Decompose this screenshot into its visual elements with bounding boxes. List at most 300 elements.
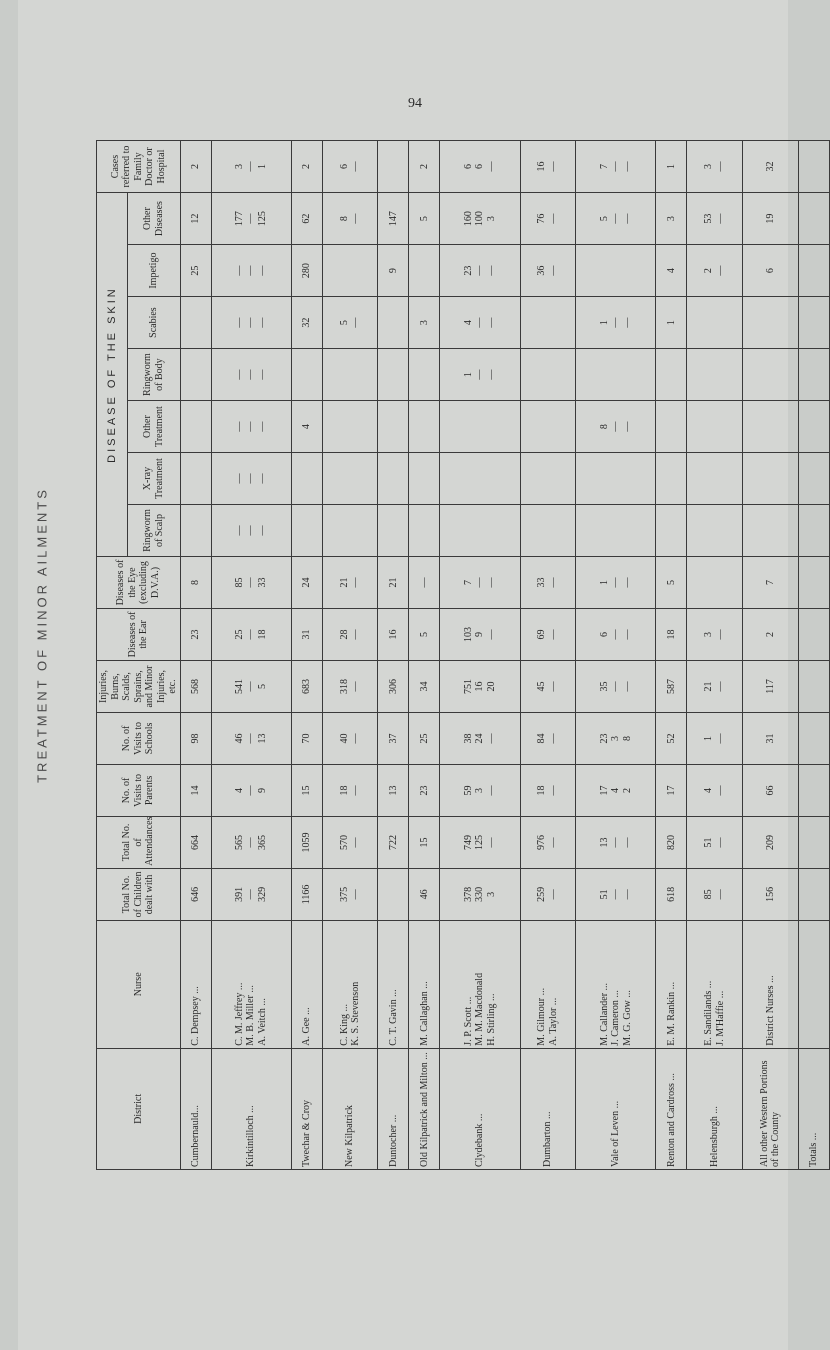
cell-line: 664 xyxy=(189,834,201,850)
cell-line: 751 xyxy=(462,678,474,694)
cell-line: — xyxy=(245,785,257,796)
attendances-cell xyxy=(576,816,656,868)
cell-line: — xyxy=(256,265,268,276)
cell-line: 1166 xyxy=(300,884,312,905)
injuries-cell xyxy=(291,660,322,712)
header-district: District xyxy=(97,1048,181,1169)
header-total-attendances: Total No. of Attendances xyxy=(97,816,181,868)
table-row xyxy=(743,141,799,1170)
children-cell xyxy=(378,868,409,920)
cell-line: — xyxy=(714,161,726,172)
cell-line: 46 xyxy=(233,733,245,744)
cell-line: — xyxy=(547,161,559,172)
cell-line: J. Cameron ... xyxy=(610,990,622,1046)
ringworm-body-cell xyxy=(211,349,291,401)
children-cell xyxy=(743,868,799,920)
cell-line: — xyxy=(714,681,726,692)
cell-line: 19 xyxy=(764,213,776,224)
cell-line: — xyxy=(233,265,245,276)
cell-line: 2 xyxy=(621,787,633,793)
cell-line: — xyxy=(256,525,268,536)
cell-line: — xyxy=(233,317,245,328)
ringworm-body-cell xyxy=(322,349,378,401)
cell-line: — xyxy=(547,889,559,900)
children-cell xyxy=(180,868,211,920)
header-disease-skin-group: DISEASE OF THE SKIN xyxy=(97,193,128,557)
cell-line: — xyxy=(245,733,257,744)
children-cell xyxy=(211,868,291,920)
ringworm-scalp-cell xyxy=(743,505,799,557)
eye-cell xyxy=(687,557,743,609)
cell-line: — xyxy=(610,889,622,900)
schools-visits-cell xyxy=(409,712,440,764)
cell-line: 5 xyxy=(665,580,677,586)
cell-line: 5 xyxy=(256,683,268,689)
cell-line: 378 xyxy=(462,886,474,902)
parents-visits-cell xyxy=(743,764,799,816)
cell-line: 52 xyxy=(665,733,677,744)
cell-line: J. M'Haffie ... xyxy=(714,990,726,1046)
cell-line: 6 xyxy=(598,632,610,637)
cell-line: 33 xyxy=(536,577,548,588)
other-treatment-cell xyxy=(798,401,829,453)
other-treatment-cell xyxy=(743,401,799,453)
cell-line: 25 xyxy=(189,265,201,276)
cell-line: 147 xyxy=(387,211,399,227)
ringworm-scalp-cell xyxy=(291,505,322,557)
nurse-cell xyxy=(322,920,378,1048)
scabies-cell xyxy=(291,297,322,349)
cell-line: — xyxy=(610,577,622,588)
other-diseases-cell xyxy=(687,193,743,245)
scabies-cell xyxy=(656,297,687,349)
cell-line: — xyxy=(714,889,726,900)
children-cell xyxy=(798,868,829,920)
cell-line: H. Stirling ... xyxy=(485,993,497,1046)
cell-line: District Nurses ... xyxy=(764,975,776,1046)
district-cell: New Kilpatrick xyxy=(322,1048,378,1169)
cell-line: — xyxy=(474,369,486,380)
cell-line: 3 xyxy=(485,891,497,897)
district-cell: Old Kilpatrick and Milton ... xyxy=(409,1048,440,1169)
cell-line: — xyxy=(418,577,430,588)
cell-line: — xyxy=(547,629,559,640)
table-row xyxy=(440,141,520,1170)
cell-line: 1 xyxy=(665,164,677,170)
cell-line: — xyxy=(610,837,622,848)
cell-line: 84 xyxy=(536,733,548,744)
header-total-children: Total No. of Children dealt with xyxy=(97,868,181,920)
cell-line: A. Gee ... xyxy=(300,1007,312,1046)
cell-line: 749 xyxy=(462,834,474,850)
cell-line: 565 xyxy=(233,834,245,850)
cell-line: E. Sandilands ... xyxy=(703,980,715,1046)
xray-cell xyxy=(409,453,440,505)
table-row xyxy=(378,141,409,1170)
ringworm-body-cell xyxy=(687,349,743,401)
eye-cell xyxy=(291,557,322,609)
cell-line: 587 xyxy=(665,678,677,694)
cell-line: 100 xyxy=(474,211,486,227)
ear-cell xyxy=(687,609,743,661)
cell-line: 85 xyxy=(703,889,715,900)
header-impetigo: Impetigo xyxy=(128,245,180,297)
cell-line: 38 xyxy=(462,733,474,744)
cell-line: 59 xyxy=(462,785,474,796)
impetigo-cell xyxy=(211,245,291,297)
cell-line: — xyxy=(485,837,497,848)
cell-line: 16 xyxy=(536,161,548,172)
impetigo-cell xyxy=(798,245,829,297)
cell-line: — xyxy=(233,369,245,380)
cell-line: 25 xyxy=(233,629,245,640)
cell-line: — xyxy=(233,525,245,536)
attendances-cell xyxy=(687,816,743,868)
cell-line: — xyxy=(547,265,559,276)
schools-visits-cell xyxy=(211,712,291,764)
other-diseases-cell xyxy=(798,193,829,245)
scabies-cell xyxy=(687,297,743,349)
eye-cell xyxy=(322,557,378,609)
other-diseases-cell xyxy=(576,193,656,245)
cell-line: 23 xyxy=(462,265,474,276)
cell-line: M. Gilmour ... xyxy=(536,987,548,1046)
eye-cell xyxy=(378,557,409,609)
cell-line: 7 xyxy=(764,580,776,586)
referred-cell xyxy=(798,141,829,193)
referred-cell xyxy=(211,141,291,193)
other-diseases-cell xyxy=(378,193,409,245)
cell-line: 3 xyxy=(485,216,497,222)
referred-cell xyxy=(291,141,322,193)
scabies-cell xyxy=(798,297,829,349)
cell-line: — xyxy=(350,681,362,692)
scabies-cell xyxy=(576,297,656,349)
referred-cell xyxy=(743,141,799,193)
cell-line: — xyxy=(485,577,497,588)
cell-line: — xyxy=(350,629,362,640)
ringworm-scalp-cell xyxy=(409,505,440,557)
cell-line: 23 xyxy=(598,733,610,744)
cell-line: 18 xyxy=(338,785,350,796)
cell-line: — xyxy=(714,733,726,744)
cell-line: 2 xyxy=(764,632,776,637)
cell-line: — xyxy=(714,837,726,848)
eye-cell xyxy=(743,557,799,609)
cell-line: 9 xyxy=(474,632,486,637)
ear-cell xyxy=(440,609,520,661)
cell-line: 15 xyxy=(300,785,312,796)
cell-line: 1 xyxy=(462,372,474,378)
cell-line: 85 xyxy=(233,577,245,588)
cell-line: 209 xyxy=(764,834,776,850)
cell-line: 683 xyxy=(300,678,312,694)
referred-cell xyxy=(656,141,687,193)
cell-line: 35 xyxy=(598,681,610,692)
other-treatment-cell xyxy=(180,401,211,453)
nurse-cell xyxy=(409,920,440,1048)
referred-cell xyxy=(180,141,211,193)
ringworm-body-cell xyxy=(180,349,211,401)
cell-line: 375 xyxy=(338,886,350,902)
cell-line: 6 xyxy=(462,164,474,170)
schools-visits-cell xyxy=(378,712,409,764)
other-diseases-cell xyxy=(409,193,440,245)
cell-line: — xyxy=(245,525,257,536)
cell-line: A. Taylor ... xyxy=(547,997,559,1046)
header-visits-parents: No. of Visits to Parents xyxy=(97,764,181,816)
referred-cell xyxy=(378,141,409,193)
children-cell xyxy=(656,868,687,920)
cell-line: 21 xyxy=(338,577,350,588)
other-treatment-cell xyxy=(440,401,520,453)
cell-line: 4 xyxy=(300,424,312,430)
nurse-cell xyxy=(687,920,743,1048)
cell-line: — xyxy=(621,161,633,172)
parents-visits-cell xyxy=(576,764,656,816)
nurse-cell xyxy=(291,920,322,1048)
cell-line: M. G. Gow ... xyxy=(621,990,633,1046)
other-diseases-cell xyxy=(180,193,211,245)
xray-cell xyxy=(687,453,743,505)
ear-cell xyxy=(743,609,799,661)
eye-cell xyxy=(211,557,291,609)
parents-visits-cell xyxy=(656,764,687,816)
children-cell xyxy=(322,868,378,920)
other-diseases-cell xyxy=(656,193,687,245)
cell-line: 3 xyxy=(610,735,622,741)
cell-line: M. Callander ... xyxy=(598,982,610,1046)
cell-line: 1 xyxy=(598,580,610,586)
cell-line: — xyxy=(610,161,622,172)
ringworm-scalp-cell xyxy=(520,505,576,557)
cell-line: 6 xyxy=(338,164,350,170)
schools-visits-cell xyxy=(576,712,656,764)
nurse-cell xyxy=(440,920,520,1048)
cell-line: 20 xyxy=(485,681,497,692)
cell-line: — xyxy=(245,317,257,328)
cell-line: 4 xyxy=(233,787,245,793)
cell-line: — xyxy=(485,733,497,744)
cell-line: 46 xyxy=(418,889,430,900)
cell-line: 21 xyxy=(703,681,715,692)
cell-line: C. M. Jeffrey ... xyxy=(233,982,245,1046)
table-row xyxy=(687,141,743,1170)
cell-line: — xyxy=(245,473,257,484)
injuries-cell xyxy=(576,660,656,712)
other-diseases-cell xyxy=(322,193,378,245)
scabies-cell xyxy=(520,297,576,349)
nurse-cell xyxy=(798,920,829,1048)
cell-line: 36 xyxy=(536,265,548,276)
ear-cell xyxy=(520,609,576,661)
xray-cell xyxy=(798,453,829,505)
impetigo-cell xyxy=(440,245,520,297)
cell-line: 14 xyxy=(189,785,201,796)
cell-line: 259 xyxy=(536,886,548,902)
cell-line: — xyxy=(610,213,622,224)
district-cell: Twechar & Croy xyxy=(291,1048,322,1169)
header-other-diseases: Other Diseases xyxy=(128,193,180,245)
ringworm-scalp-cell xyxy=(798,505,829,557)
cell-line: C. Dempsey ... xyxy=(189,986,201,1046)
parents-visits-cell xyxy=(322,764,378,816)
cell-line: 28 xyxy=(338,629,350,640)
header-diseases-ear: Diseases of the Ear xyxy=(97,609,181,661)
cell-line: — xyxy=(621,889,633,900)
schools-visits-cell xyxy=(743,712,799,764)
cell-line: 16 xyxy=(387,629,399,640)
cell-line: 45 xyxy=(536,681,548,692)
ringworm-body-cell xyxy=(291,349,322,401)
cell-line: 2 xyxy=(418,164,430,170)
cell-line: — xyxy=(485,161,497,172)
cell-line: 9 xyxy=(387,268,399,274)
cell-line: — xyxy=(485,265,497,276)
scabies-cell xyxy=(180,297,211,349)
district-cell: Cumbernauld... xyxy=(180,1048,211,1169)
other-treatment-cell xyxy=(211,401,291,453)
cell-line: 4 xyxy=(703,787,715,793)
cell-line: — xyxy=(245,421,257,432)
cell-line: 9 xyxy=(256,787,268,793)
cell-line: 18 xyxy=(256,629,268,640)
cell-line: 21 xyxy=(387,577,399,588)
cell-line: 4 xyxy=(610,787,622,793)
eye-cell xyxy=(798,557,829,609)
cell-line: 3 xyxy=(703,164,715,170)
header-nurse: Nurse xyxy=(97,920,181,1048)
other-diseases-cell xyxy=(291,193,322,245)
xray-cell xyxy=(520,453,576,505)
injuries-cell xyxy=(520,660,576,712)
eye-cell xyxy=(409,557,440,609)
ear-cell xyxy=(409,609,440,661)
xray-cell xyxy=(743,453,799,505)
cell-line: — xyxy=(621,629,633,640)
children-cell xyxy=(576,868,656,920)
injuries-cell xyxy=(322,660,378,712)
scabies-cell xyxy=(211,297,291,349)
nurse-cell xyxy=(211,920,291,1048)
cell-line: — xyxy=(547,577,559,588)
scabies-cell xyxy=(743,297,799,349)
xray-cell xyxy=(291,453,322,505)
ear-cell xyxy=(378,609,409,661)
ear-cell xyxy=(322,609,378,661)
cell-line: 76 xyxy=(536,213,548,224)
cell-line: — xyxy=(256,421,268,432)
ear-cell xyxy=(798,609,829,661)
cell-line: — xyxy=(547,837,559,848)
schools-visits-cell xyxy=(520,712,576,764)
cell-line: — xyxy=(245,213,257,224)
other-diseases-cell xyxy=(743,193,799,245)
parents-visits-cell xyxy=(180,764,211,816)
ear-cell xyxy=(576,609,656,661)
ear-cell xyxy=(656,609,687,661)
attendances-cell xyxy=(743,816,799,868)
cell-line: — xyxy=(245,161,257,172)
cell-line: 3 xyxy=(474,787,486,793)
nurse-cell xyxy=(576,920,656,1048)
cell-line: 24 xyxy=(474,733,486,744)
referred-cell xyxy=(520,141,576,193)
referred-cell xyxy=(322,141,378,193)
scabies-cell xyxy=(440,297,520,349)
cell-line: — xyxy=(256,317,268,328)
cell-line: 541 xyxy=(233,678,245,694)
cell-line: 16 xyxy=(474,681,486,692)
cell-line: — xyxy=(474,577,486,588)
cell-line: — xyxy=(350,213,362,224)
header-other-treatment: Other Treatment xyxy=(128,401,180,453)
page-number: 94 xyxy=(408,96,422,111)
cell-line: 3 xyxy=(418,320,430,326)
ringworm-scalp-cell xyxy=(687,505,743,557)
xray-cell xyxy=(576,453,656,505)
cell-line: — xyxy=(621,213,633,224)
table-row xyxy=(291,141,322,1170)
header-injuries: Injuries, Burns, Scalds, Sprains, and Minor Injuries, etc. xyxy=(97,660,181,712)
ringworm-body-cell xyxy=(520,349,576,401)
cell-line: 125 xyxy=(474,834,486,850)
cell-line: 2 xyxy=(189,164,201,170)
cell-line: — xyxy=(256,369,268,380)
children-cell xyxy=(520,868,576,920)
cell-line: 32 xyxy=(300,317,312,328)
injuries-cell xyxy=(211,660,291,712)
injuries-cell xyxy=(656,660,687,712)
ringworm-scalp-cell xyxy=(576,505,656,557)
xray-cell xyxy=(440,453,520,505)
side-title-text: TREATMENT OF MINOR AILMENTS xyxy=(34,487,50,783)
cell-line: 1 xyxy=(703,735,715,741)
cell-line: 17 xyxy=(665,785,677,796)
cell-line: 51 xyxy=(598,889,610,900)
ringworm-body-cell xyxy=(656,349,687,401)
attendances-cell xyxy=(180,816,211,868)
injuries-cell xyxy=(743,660,799,712)
cell-line: 32 xyxy=(764,161,776,172)
cell-line: — xyxy=(245,577,257,588)
cell-line: 280 xyxy=(300,263,312,279)
cell-line: — xyxy=(233,421,245,432)
cell-line: 12 xyxy=(189,213,201,224)
attendances-cell xyxy=(798,816,829,868)
header-cases-referred: Cases referred to Family Doctor or Hospital xyxy=(97,141,181,193)
other-treatment-cell xyxy=(322,401,378,453)
parents-visits-cell xyxy=(798,764,829,816)
district-cell: Dumbarton ... xyxy=(520,1048,576,1169)
attendances-cell xyxy=(322,816,378,868)
cell-line: 33 xyxy=(256,577,268,588)
cell-line: 318 xyxy=(338,678,350,694)
cell-line: 53 xyxy=(703,213,715,224)
schools-visits-cell xyxy=(291,712,322,764)
schools-visits-cell xyxy=(180,712,211,764)
injuries-cell xyxy=(378,660,409,712)
attendances-cell xyxy=(211,816,291,868)
cell-line: 70 xyxy=(300,733,312,744)
cell-line: — xyxy=(714,265,726,276)
injuries-cell xyxy=(798,660,829,712)
header-row-1 xyxy=(97,141,128,1170)
cell-line: 40 xyxy=(338,733,350,744)
cell-line: M. B. Miller ... xyxy=(245,985,257,1046)
cell-line: 13 xyxy=(387,785,399,796)
xray-cell xyxy=(211,453,291,505)
